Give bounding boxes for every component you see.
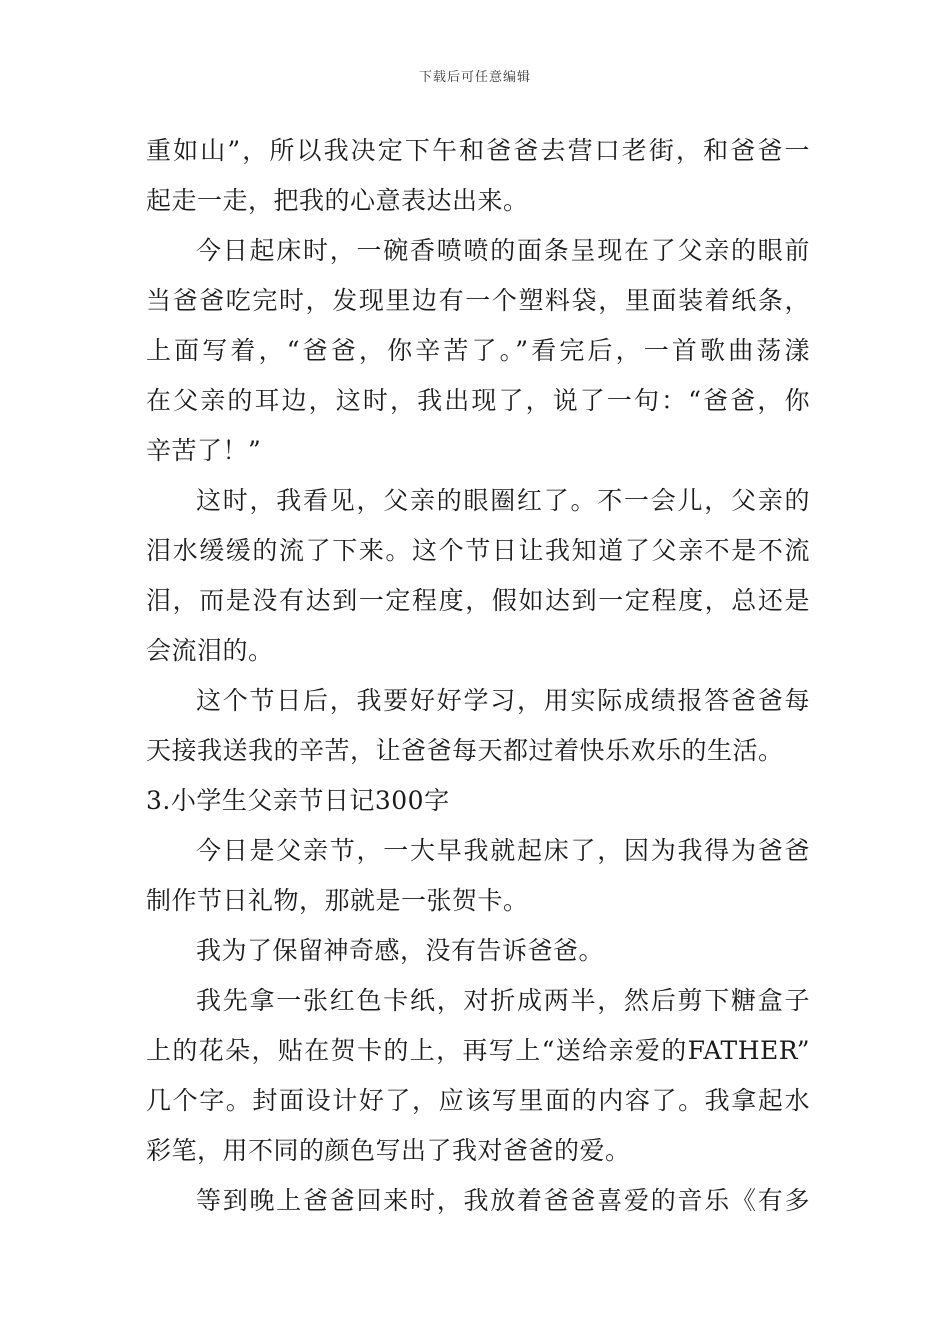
text-line: 彩笔，用不同的颜色写出了我对爸爸的爱。 — [146, 1136, 631, 1165]
text-line: 制作节日礼物，那就是一张贺卡。 — [146, 886, 529, 915]
text-line: 天接我送我的辛苦，让爸爸每天都过着快乐欢乐的生活。 — [146, 736, 784, 765]
text-line: 会流泪的。 — [146, 636, 274, 665]
text-line: 当爸爸吃完时，发现里边有一个塑料袋，里面装着纸条， — [146, 286, 810, 315]
text-line: 我先拿一张红色卡纸，对折成两半，然后剪下糖盒子 — [196, 986, 810, 1015]
page-header: 下载后可任意编辑 — [418, 70, 531, 85]
text-line: 今日是父亲节，一大早我就起床了，因为我得为爸爸 — [196, 836, 810, 865]
text-line: 等到晚上爸爸回来时，我放着爸爸喜爱的音乐《有多 — [196, 1186, 810, 1215]
text-line: 重如山”，所以我决定下午和爸爸去营口老街，和爸爸一 — [146, 136, 810, 165]
text-line: 我为了保留神奇感，没有告诉爸爸。 — [196, 936, 605, 965]
text-line: 这个节日后，我要好好学习，用实际成绩报答爸爸每 — [196, 686, 810, 715]
text-line: 上的花朵，贴在贺卡的上，再写上“送给亲爱的FATHER” — [146, 1036, 810, 1065]
text-line: 辛苦了！” — [146, 436, 262, 465]
text-line: 在父亲的耳边，这时，我出现了，说了一句：“爸爸，你 — [146, 386, 810, 415]
text-line: 泪水缓缓的流了下来。这个节日让我知道了父亲不是不流 — [146, 536, 810, 565]
text-line: 这时，我看见，父亲的眼圈红了。不一会儿，父亲的 — [196, 486, 810, 515]
text-line: 几个字。封面设计好了，应该写里面的内容了。我拿起水 — [146, 1086, 810, 1115]
text-line: 今日起床时，一碗香喷喷的面条呈现在了父亲的眼前 — [196, 236, 810, 265]
text-line: 上面写着，“爸爸，你辛苦了。”看完后，一首歌曲荡漾 — [146, 336, 810, 365]
document-body — [146, 126, 810, 1226]
text-line: 3.小学生父亲节日记300字 — [146, 786, 450, 815]
text-line: 泪，而是没有达到一定程度，假如达到一定程度，总还是 — [146, 586, 810, 615]
text-line: 起走一走，把我的心意表达出来。 — [146, 186, 529, 215]
